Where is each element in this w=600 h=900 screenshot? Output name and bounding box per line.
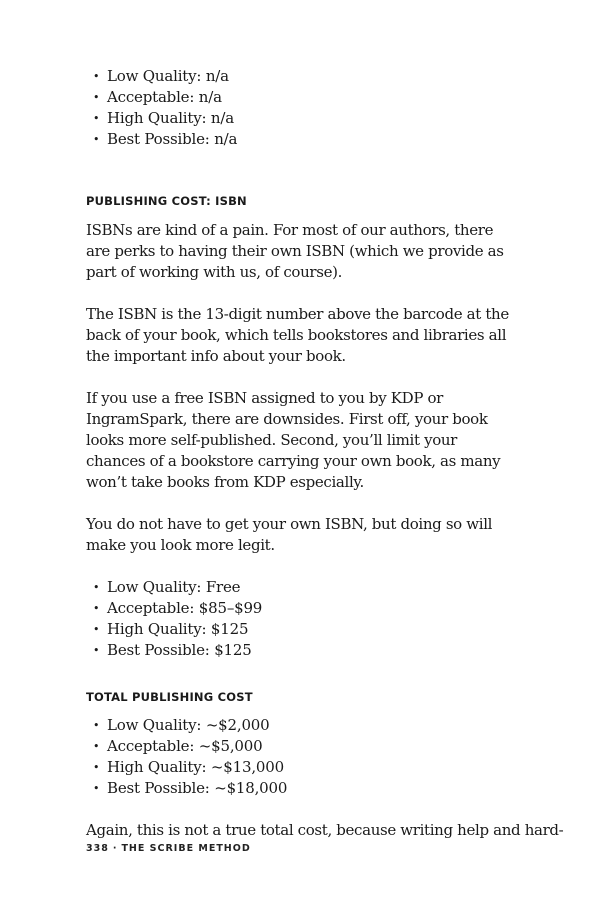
paragraph: ISBNs are kind of a pain. For most of our authors, there are perks to having their own ISBN (which we provide as part of working with us, of course). [86,221,504,281]
page-footer [86,843,251,854]
total-cost-list [86,715,516,799]
list-item: • Acceptable: $85–$99 [93,599,263,617]
bullet-icon: • [93,70,100,83]
bullet-icon: • [93,719,100,732]
list-item: • Low Quality: ~$2,000 [93,716,270,734]
section-heading-isbn: PUBLISHING COST: ISBN [86,194,247,208]
list-item: • High Quality: n/a [93,109,234,127]
paragraph: You do not have to get your own ISBN, but doing so will make you look more legit. [86,515,493,554]
bullet-icon: • [93,133,100,146]
paragraph: If you use a free ISBN assigned to you by KDP or IngramSpark, there are downsides. First off, your book looks more self-published. Second, you’ll limit your chances of a bookstore carrying your own book, as many won’t take books from KDP especially. [86,389,501,491]
bullet-icon: • [93,581,100,594]
list-item: • Best Possible: n/a [93,130,238,148]
bullet-icon: • [93,761,100,774]
bullet-icon: • [93,644,100,657]
footer-separator: · [112,843,118,854]
bullet-icon: • [93,782,100,795]
paragraph: The ISBN is the 13-digit number above the barcode at the back of your book, which tells bookstores and libraries all the important info about your book. [86,305,509,365]
list-item: • Low Quality: n/a [93,67,229,85]
page-number: 338 [86,843,109,854]
list-item: • Best Possible: $125 [93,641,252,659]
section-heading-total: TOTAL PUBLISHING COST [86,690,253,704]
quality-list-top [86,66,516,150]
bullet-icon: • [93,91,100,104]
list-item: • High Quality: $125 [93,620,249,638]
list-item: • Acceptable: n/a [93,88,222,106]
paragraph-final: Again, this is not a true total cost, because writing help and hard- [86,821,564,839]
list-item: • Best Possible: ~$18,000 [93,779,288,797]
isbn-cost-list [86,577,516,661]
bullet-icon: • [93,740,100,753]
bullet-icon: • [93,112,100,125]
bullet-icon: • [93,602,100,615]
list-item: • Acceptable: ~$5,000 [93,737,263,755]
list-item: • Low Quality: Free [93,578,241,596]
list-item: • High Quality: ~$13,000 [93,758,284,776]
bullet-icon: • [93,623,100,636]
page-content [86,66,564,841]
book-title: THE SCRIBE METHOD [121,843,251,854]
